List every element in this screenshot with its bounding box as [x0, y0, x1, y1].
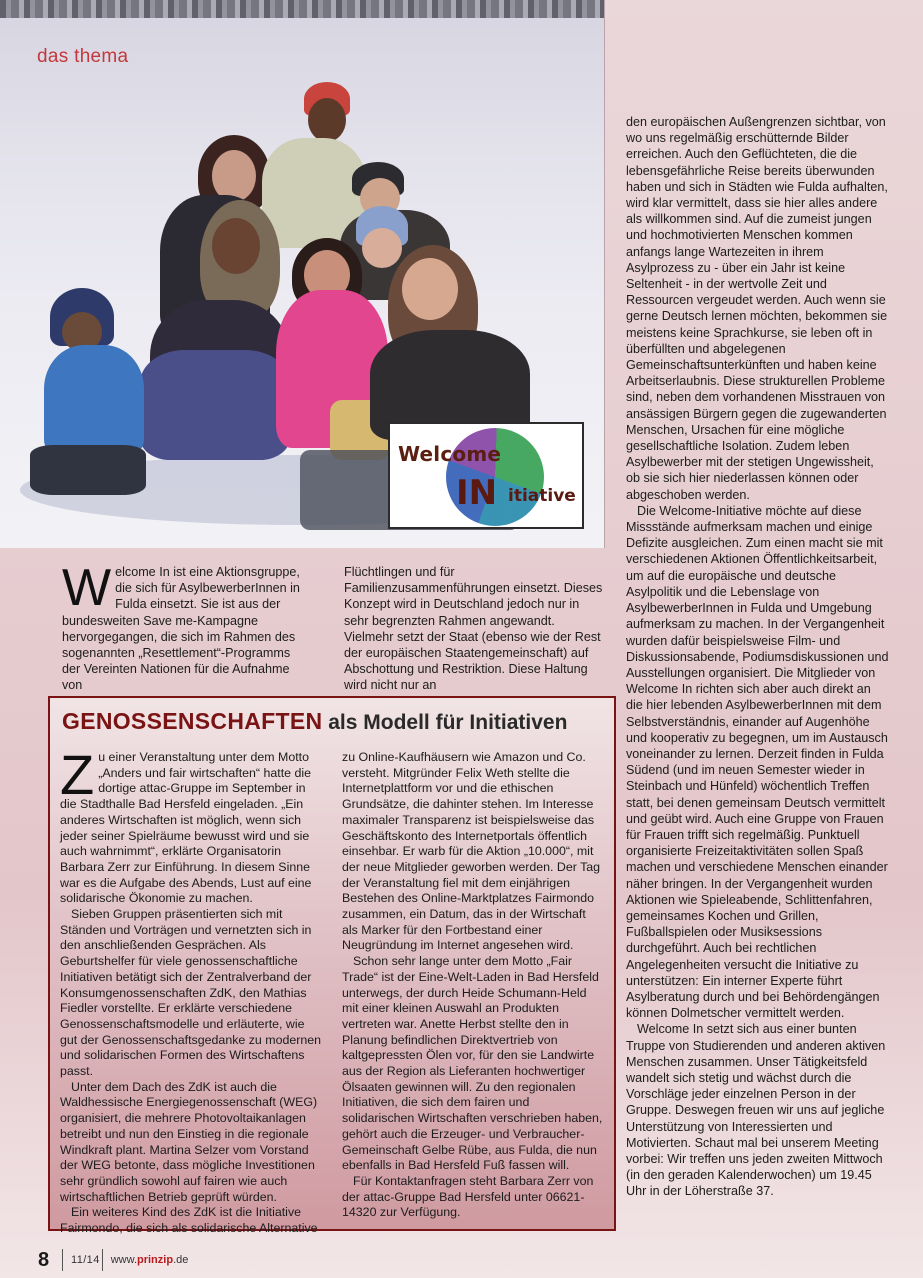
footer-divider: [102, 1249, 103, 1271]
logo-word-welcome: Welcome: [398, 442, 502, 466]
issue-number: 11/14: [71, 1254, 100, 1266]
intro-paragraph-cont: Flüchtlingen und für Familienzusammenführungen einsetzt. Dieses Konzept wird in Deutschland jedoch nur in sehr begrenzten Rahmen angewandt. Vielmehr setzt der Staat (ebenso wie der Rest der europäischen Staatengemeinschaft) auf Abschottung und Restriktion. Diese Haltung wird nicht nur an: [344, 565, 603, 693]
site-suffix: .de: [173, 1254, 189, 1266]
page-number: 8: [38, 1248, 50, 1271]
intro-paragraph: [62, 559, 310, 694]
box-paragraph-6: Schon sehr lange unter dem Motto „Fair Trade“ ist der Eine-Welt-Laden in Bad Hersfeld unterwegs, der durch Heide Schumann-Held mit einer kleinen Auswahl an Produkten vertreten war. Anette Herbst stellte den in Planung befindlichen Direktvertrieb von kaltgepressten Ölen vor, für den sie Landwirte aus der Region als Lieferanten hochwertiger Ölsaaten gewinnen will. Zu den regionalen Initiativen, die sich dem fairen und solidarischen Wirtschaften verschrieben haben, gehört auch die Erzeuger- und Verbraucher-Gemeinschaft Gelbe Rübe, aus Fulda, die nun ebenfalls in Bad Hersfeld Fuß fassen will.: [342, 954, 603, 1173]
box-paragraph-1: [60, 743, 322, 907]
right-column: [626, 114, 890, 1200]
box-paragraph-5: zu Online-Kaufhäusern wie Amazon und Co. versteht. Mitgründer Felix Weth stellte die Internetplattform vor und die ethischen Grundsätze, die dahinter stehen. Im Interesse maximaler Transparenz ist beispielsweise das Geschäftskonto des Internetportals öffentlich einsehbar. Er warb für die Aktion „10.000“, mit der neue Mitglieder geworben werden. Der Tag der Veranstaltung fiel mit dem einjährigen Bestehen des Online-Marktplatzes Fairmondo zusammen, ein Datum, das in der Wirtschaft als Marker für den Fortbestand einer Neugründung im Internet angesehen wird.: [342, 750, 601, 953]
box-paragraph-4: Ein weiteres Kind des ZdK ist die Initiative Fairmondo, die sich als solidarische Alternative: [60, 1205, 318, 1236]
intro-column-2: [344, 564, 606, 694]
welcome-initiative-logo: [388, 422, 584, 529]
site-brand: prinzip: [137, 1254, 174, 1266]
section-tag: das thema: [37, 46, 129, 67]
box-title-sub: als Modell für Initiativen: [322, 711, 568, 734]
logo-word-itiative: itiative: [508, 486, 576, 506]
intro-column-1: [62, 559, 310, 694]
genossenschaften-box: [48, 696, 616, 1236]
box-column-1: [60, 743, 322, 1237]
box-title-main: GENOSSENSCHAFTEN: [62, 708, 323, 734]
logo-word-in: IN: [456, 473, 498, 513]
page-footer: [38, 1248, 188, 1272]
box-dropcap: Z: [60, 743, 95, 806]
box-paragraph-7: Für Kontaktanfragen steht Barbara Zerr von der attac-Gruppe Bad Hersfeld unter 06621-14320 zur Verfügung.: [342, 1173, 594, 1220]
intro-text: elcome In ist eine Aktionsgruppe, die sich für AsylbewerberInnen in Fulda einsetzt. Sie ist aus der bundesweiten Save me-Kampagne hervorgegangen, die sich im Rahmen des sogenannten „Resettlement“-Programms der Vereinten Nationen für die Aufnahme von: [62, 565, 300, 693]
right-paragraph-3: Welcome In setzt sich aus einer bunten Truppe von Studierenden und anderen aktiven Menschen zusammen. Unser Tätigkeitsfeld wandelt sich stetig und wächst durch die Vorschläge jeder einzelnen Person in der Gruppe. Deswegen freuen wir uns auf jegliche Unterstützung von Interessierten und Motivierten. Schaut mal bei unserem Meeting vorbei: Wir treffen uns jeden zweiten Mittwoch (in den geraden Kalenderwochen) um 19.45 Uhr in der Löherstraße 37.: [626, 1022, 886, 1199]
intro-dropcap: W: [62, 559, 112, 617]
box-text-1: u einer Veranstaltung unter dem Motto „Anders und fair wirtschaften“ hatte die dortige attac-Gruppe im September in die Stadthalle Bad Hersfeld eingeladen. „Ein anderes Wirtschaften ist möglich, wenn sich jeder seiner Spielräume bewusst wird und sie auch wahrnimmt“, erklärte Organisatorin Barbara Zerr zur Einführung. In diesem Sinne war es die Aufgabe des Abends, Lust auf eine solidarische Ökonomie zu machen.: [60, 750, 312, 906]
right-paragraph-2: Die Welcome-Initiative möchte auf diese Missstände aufmerksam machen und einige Defizite ausgleichen. Zum einen macht sie mit verschiedenen Aktionen Öffentlichkeitsarbeit, um auf die europäische und deutsche Asylpolitik und die Lebenslage von AsylbewerberInnen in Fulda und Umgebung aufmerksam zu machen. In der Vergangenheit wurden dafür beispielsweise Film- und Diskussionsabende, Podiumsdiskussionen und Ausstellungen organisiert. Die Mitglieder von Welcome In richten sich aber auch direkt an die hier lebenden AsylbewerberInnen mit dem Selbstverständnis, einander auf Augenhöhe und kooperativ zu begegnen, um im Austausch voneinander zu lernen. Derzeit finden in Fulda Südend (und im neuen Semester wieder in Steinbach und Hünfeld) wöchentlich Treffen statt, bei denen gemeinsam Deutsch vermittelt und geübt wird. Auch eine Gruppe von Frauen für Frauen trifft sich regelmäßig. Punktuell organisierte Freizeitaktivitäten sollen Spaß machen und verschiedene Menschen einander näher bringen. In der Vergangenheit wurden Aktionen wie Spieleabende, Schlittenfahren, gemeinsames Kochen und Grillen, Fußballspielen oder Musiksessions durchgeführt. Auch bei rechtlichen Angelegenheiten versucht die Initiative zu unterstützen: Ein interner Experte führt Asylberatung durch und bei Behördengängen können Dolmetscher vermittelt werden.: [626, 503, 889, 1021]
box-paragraph-2: Sieben Gruppen präsentierten sich mit Ständen und Vorträgen und vernetzten sich in den anschließenden Gesprächen. Als Geburtshelfer für viele genossenschaftliche Initiativen betätigt sich der Zentralverband der Konsumgenossenschaften ZdK, den Mathias Fiedler vorstellte. Er erklärte verschiedene Genossenschaftsmodelle und erläuterte, wie gut der Genossenschaftsgedanke zu modernen und solidarischen Formen des Wirtschaftens passt.: [60, 907, 322, 1079]
treeline: [0, 0, 605, 18]
box-column-2: [342, 750, 604, 1221]
website-link[interactable]: [111, 1254, 189, 1266]
hero-photo: [0, 0, 605, 548]
box-title: [62, 708, 567, 735]
right-paragraph-1: den europäischen Außengrenzen sichtbar, von wo uns regelmäßig erschütternde Bilder erreichen. Auch den Geflüchteten, die die lebensgefährliche Reise bereits überwunden haben und sich in Städten wie Fulda aufhalten, wird klar vermittelt, dass sie hier alles andere als willkommen sind. Auf die zumeist jungen und hochmotivierten Menschen kommen anfangs lange Wartezeiten in ihrem Asylprozess zu - über ein Jahr ist keine Seltenheit - in der wertvolle Zeit und Ressourcen vergeudet werden. Auch wenn sie gerne Deutsch lernen möchten, bekommen sie meistens keine Sprachkurse, sie leben oft in überfüllten und abgelegenen Gemeinschaftsunterkünften und haben keine Arbeitserlaubnis. Diese strukturellen Probleme sind, neben dem vorhandenen Misstrauen von ansässigen Bürgern gegen die zugewanderten Menschen, Ursachen für eine mögliche gesellschaftliche Isolation. Zudem leben Asylbewerber mit der stetigen Ungewissheit, ob sie sich hier niederlassen können oder abgeschoben werden.: [626, 115, 888, 502]
footer-divider: [62, 1249, 63, 1271]
box-paragraph-3: Unter dem Dach des ZdK ist auch die Waldhessische Energiegenossenschaft (WEG) organisiert, die mehrere Photovoltaikanlagen betreibt und nun den Einstieg in die regionale Windkraft plant. Martina Selzer vom Vorstand der WEG betonte, dass mögliche Investitionen sehr gründlich sowohl auf fairen wie auch wirtschaftlichen Betrieb geprüft würden.: [60, 1079, 318, 1204]
site-prefix: www.: [110, 1254, 137, 1266]
